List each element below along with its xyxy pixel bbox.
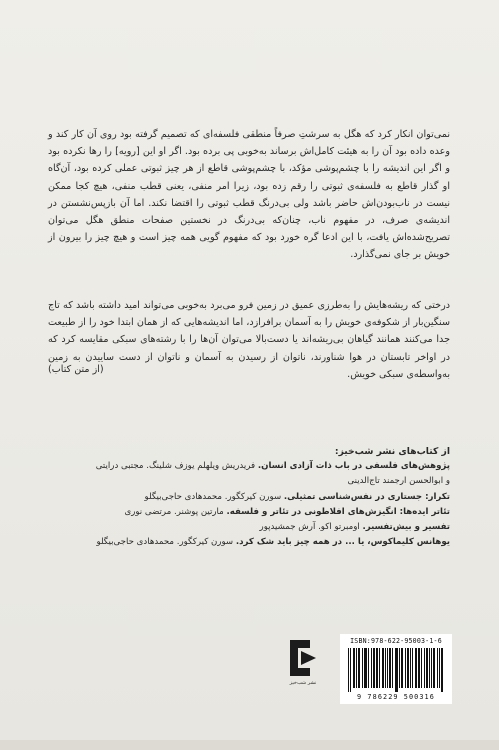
- description-paragraph-2: درختی که ریشه‌هایش را به‌طرزی عمیق در زمین فرو می‌برد به‌خوبی می‌تواند امید داشته باشد که تاج سنگین‌بار از شکوفه‌ی خویش را به آسمان برافرازد، اما اندیشه‌هایی که از همان ابتدا خود را از طبیعت جدا می‌کنند همانند گیاهان بی‌ریشه‌اند یا دست‌بالا می‌توان آن‌ها را با رشته‌های سبکی مقایسه کرد که در اواخر تابستان در هوا شناورند، ناتوان از رسیدن به آسمان و ناتوان از دست ساییدن به زمین به‌واسطه‌ی سبکی خویش.: [48, 300, 450, 380]
- book-credit: فریدریش ویلهلم یوزف شلینگ. مجتبی درایتی: [95, 461, 258, 472]
- barcode-bar: [418, 648, 419, 688]
- barcode-bar: [390, 648, 391, 688]
- isbn-label: ISBN:978-622-95003-1-6: [350, 637, 442, 645]
- barcode-bar: [397, 648, 398, 692]
- barcode-bar: [389, 648, 390, 688]
- barcode-bar: [439, 648, 440, 688]
- publisher-book-item: [48, 520, 450, 535]
- publisher-book-list: [48, 444, 450, 550]
- barcode-bar: [437, 648, 438, 688]
- publisher-logo: [283, 638, 323, 694]
- barcode-bar: [426, 648, 427, 688]
- barcode-bar: [376, 648, 377, 688]
- book-title: تئاتر ایده‌ها: انگیزش‌های افلاطونی در تئاتر و فلسفه.: [226, 506, 450, 517]
- barcode-bar: [364, 648, 365, 688]
- book-credit: مارتین پوشنر. مرتضی نوری: [124, 506, 227, 517]
- source-note: (از متن کتاب): [48, 364, 104, 375]
- barcode-bar: [359, 648, 360, 688]
- publisher-book-list-heading: از کتاب‌های نشر شب‌خیز:: [334, 446, 450, 457]
- barcode-bar: [362, 648, 363, 688]
- barcode-bar: [358, 648, 359, 688]
- book-title: تکرار: جستاری در نفس‌شناسی تمثیلی.: [283, 491, 450, 502]
- barcode-bar: [353, 648, 354, 688]
- description-paragraph-1: نمی‌توان انکار کرد که هگل به سرشتِ صرفاً منطقی فلسفه‌ای که تصمیم گرفته بود روی آن کار کند و وعده داده بود آن را به هیئت کامل‌اش برساند به‌خوبی پی برده بود. اگر او این [رویه] را رها نکرده بود و اگر این اندیشه را با چشم‌پوشی مؤکد، با چشم‌پوشی قاطع از هر چیز ثبوتی عملی کرده بود، آن‌گاه او گذار قاطع به فلسفه‌ی ثبوتی را رقم زده بود، زیرا امر منفی، یعنی قطب منفی، هیچ کجا ممکن نیست در ناب‌بودن‌اش حاضر باشد ولی بی‌درنگ قطب ثبوتی را اقتضا نکند. اما آن بازپس‌نشستن در اندیشه‌ی صرف، در مفهوم ناب، چنان‌که بی‌درنگ در نخستین صفحات منطق هگل می‌توان تصریح‌شده‌اش یافت، با این ادعا گره خورد بود که مفهوم گویی همه چیز است و هیچ چیز را بیرون از خویش بر جای نمی‌گذارد.: [48, 129, 450, 261]
- publisher-book-item: [48, 490, 450, 505]
- barcode-bar: [441, 648, 442, 692]
- barcode-bar: [410, 648, 411, 688]
- barcode-bar: [354, 648, 355, 688]
- barcode-bar: [382, 648, 383, 688]
- publisher-book-item: [48, 505, 450, 520]
- barcode-bar: [415, 648, 416, 688]
- barcode-bar: [350, 648, 351, 692]
- barcode-bar: [387, 648, 388, 688]
- barcode-bar: [374, 648, 375, 688]
- barcode-bar: [408, 648, 409, 688]
- barcode-bar: [383, 648, 384, 688]
- barcode-bar: [429, 648, 430, 688]
- publisher-logo-text: نشر شب‌خیز: [289, 680, 317, 686]
- barcode-bar: [348, 648, 349, 692]
- book-credit: اومبرتو اکو. آرش جمشیدپور: [259, 522, 363, 533]
- barcode-bar: [396, 648, 397, 692]
- barcode-bar: [424, 648, 425, 688]
- book-title: یوهانس کلیماکوس، یا ... در همه چیز باید شک کرد.: [235, 537, 450, 548]
- barcode-bar: [373, 648, 374, 688]
- barcode-bar: [407, 648, 408, 688]
- barcode-bar: [419, 648, 420, 688]
- publisher-book-item: [48, 535, 450, 550]
- barcode-bars: [348, 648, 444, 692]
- barcode-bar: [379, 648, 380, 688]
- barcode-bar: [395, 648, 396, 692]
- barcode-bar: [434, 648, 435, 688]
- barcode-bar: [442, 648, 443, 692]
- barcode-bar: [427, 648, 428, 688]
- barcode-bar: [365, 648, 366, 688]
- barcode-bar: [399, 648, 400, 688]
- barcode-bar: [371, 648, 372, 688]
- barcode-bar: [431, 648, 432, 688]
- barcode-bar: [433, 648, 434, 688]
- barcode-bar: [421, 648, 422, 688]
- publisher-book-item: [48, 474, 450, 489]
- barcode-digits: 9 786229 500316: [357, 693, 435, 701]
- barcode-bar: [356, 648, 357, 688]
- barcode-bar: [392, 648, 393, 688]
- barcode-bar: [401, 648, 402, 688]
- barcode-bar: [412, 648, 413, 688]
- book-title: تفسیر و بیش‌تفسیر.: [362, 522, 450, 533]
- book-credit: سورن کیرکگور. محمدهادی حاجی‌بیگلو: [96, 537, 236, 548]
- publisher-book-item: [48, 459, 450, 474]
- barcode-bar: [377, 648, 378, 688]
- barcode-bar: [405, 648, 406, 688]
- barcode-bar: [402, 648, 403, 688]
- publisher-book-items: [48, 459, 450, 550]
- book-title: پژوهش‌های فلسفی در باب ذات آزادی انسان.: [257, 461, 450, 472]
- publisher-logo-icon: [288, 638, 318, 678]
- barcode-bar: [416, 648, 417, 688]
- book-credit: سورن کیرکگور. محمدهادی حاجی‌بیگلو: [144, 491, 284, 502]
- isbn-barcode: [340, 634, 452, 704]
- book-credit: و ابوالحسن ارجمند تاج‌الدینی: [347, 476, 450, 487]
- barcode-bar: [368, 648, 369, 688]
- barcode-bar: [366, 648, 367, 688]
- barcode-bar: [385, 648, 386, 688]
